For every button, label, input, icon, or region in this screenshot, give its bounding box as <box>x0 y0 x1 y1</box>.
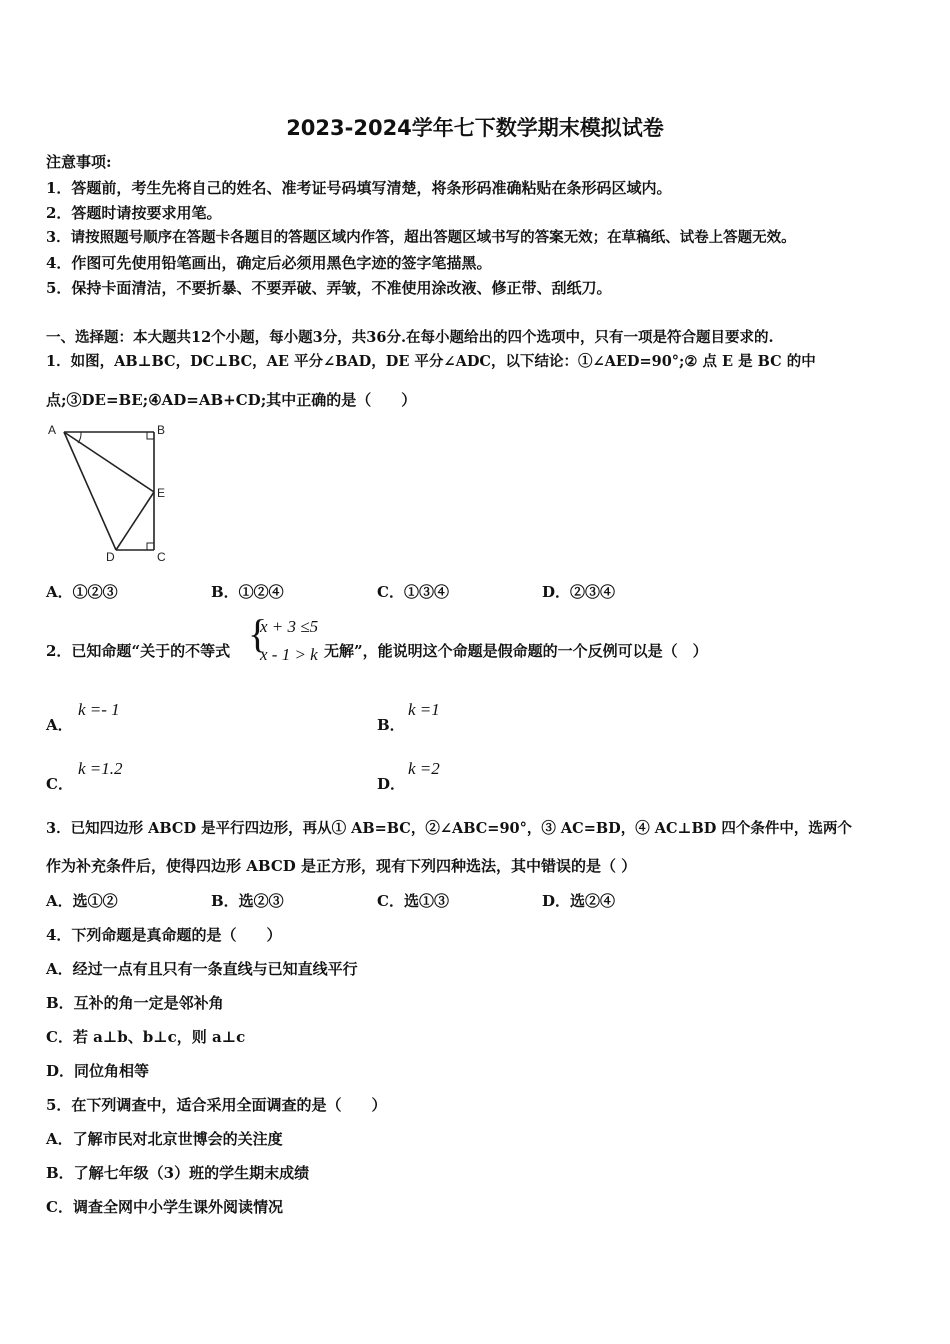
q2-option-c-label[interactable]: C． <box>46 775 73 793</box>
figure-label-c: C <box>157 550 166 564</box>
q4-option-c[interactable]: C．若 a⊥b、b⊥c，则 a⊥c <box>46 1028 246 1046</box>
q5-option-b[interactable]: B．了解七年级（3）班的学生期末成绩 <box>46 1164 310 1182</box>
q2-option-c-value: k =1.2 <box>78 759 123 778</box>
figure-label-e: E <box>157 486 166 500</box>
figure-label-a: A <box>48 423 57 437</box>
q1-option-c[interactable]: C．①③④ <box>377 583 449 601</box>
q2-stem-suffix: 无解”，能说明这个命题是假命题的一个反例可以是（ ） <box>324 642 708 660</box>
q1-stem-line1: 1．如图，AB⊥BC，DC⊥BC，AE 平分∠BAD，DE 平分∠ADC，以下结论：①∠AED=90°;② 点 E 是 BC 的中 <box>46 353 816 370</box>
q2-option-a-value: k =- 1 <box>78 700 120 719</box>
page-title: 2023-2024学年七下数学期末模拟试卷 <box>286 116 664 140</box>
q1-figure <box>44 420 174 565</box>
q2-brace: { <box>248 611 268 656</box>
q1-option-a[interactable]: A．①②③ <box>46 583 118 601</box>
q4-stem: 4．下列命题是真命题的是（ ） <box>46 926 282 944</box>
q2-option-d-label[interactable]: D． <box>377 775 406 793</box>
figure-label-d: D <box>106 550 115 564</box>
q4-option-d[interactable]: D．同位角相等 <box>46 1062 150 1080</box>
q4-option-b[interactable]: B．互补的角一定是邻补角 <box>46 994 224 1012</box>
q2-inequality-2: x - 1 > k <box>260 645 318 664</box>
q2-inequality-1: x + 3 ≤5 <box>260 617 319 636</box>
q3-stem-line2: 作为补充条件后，使得四边形 ABCD 是正方形，现有下列四种选法，其中错误的是（ ） <box>46 857 637 875</box>
notice-item: 4．作图可先使用铅笔画出，确定后必须用黑色字迹的签字笔描黑。 <box>46 254 492 272</box>
q2-option-b-label[interactable]: B． <box>377 716 405 734</box>
q5-option-a[interactable]: A．了解市民对北京世博会的关注度 <box>46 1130 283 1148</box>
q5-option-c[interactable]: C．调查全网中小学生课外阅读情况 <box>46 1198 283 1216</box>
q1-option-d[interactable]: D．②③④ <box>542 583 616 601</box>
q3-stem-line1: 3．已知四边形 ABCD 是平行四边形，再从① AB=BC，②∠ABC=90°，③ AC=BD，④ AC⊥BD 四个条件中，选两个 <box>46 820 852 837</box>
q2-option-a-label[interactable]: A． <box>46 716 73 734</box>
figure-label-b: B <box>157 423 166 437</box>
notice-heading: 注意事项: <box>46 153 112 171</box>
q5-stem: 5．在下列调查中，适合采用全面调查的是（ ） <box>46 1096 387 1114</box>
q3-option-b[interactable]: B．选②③ <box>211 892 284 910</box>
q4-option-a[interactable]: A．经过一点有且只有一条直线与已知直线平行 <box>46 960 358 978</box>
section-heading: 一、选择题：本大题共12个小题，每小题3分，共36分.在每小题给出的四个选项中，只有一项是符合题目要求的. <box>46 329 774 346</box>
q1-stem-line2: 点;③DE=BE;④AD=AB+CD;其中正确的是（ ） <box>46 391 417 409</box>
q3-option-a[interactable]: A．选①② <box>46 892 118 910</box>
q2-option-d-value: k =2 <box>408 759 440 778</box>
q2-option-b-value: k =1 <box>408 700 440 719</box>
notice-item: 5．保持卡面清洁，不要折暴、不要弄破、弄皱，不准使用涂改液、修正带、刮纸刀。 <box>46 279 612 297</box>
notice-item: 2．答题时请按要求用笔。 <box>46 204 222 222</box>
q2-stem-prefix: 2．已知命题“关于的不等式 <box>46 642 231 660</box>
notice-item: 3．请按照题号顺序在答题卡各题目的答题区域内作答，超出答题区域书写的答案无效；在草稿纸、试卷上答题无效。 <box>46 229 796 246</box>
notice-item: 1．答题前，考生先将自己的姓名、准考证号码填写清楚，将条形码准确粘贴在条形码区域内。 <box>46 179 672 197</box>
q3-option-d[interactable]: D．选②④ <box>542 892 616 910</box>
q3-option-c[interactable]: C．选①③ <box>377 892 449 910</box>
q1-option-b[interactable]: B．①②④ <box>211 583 284 601</box>
